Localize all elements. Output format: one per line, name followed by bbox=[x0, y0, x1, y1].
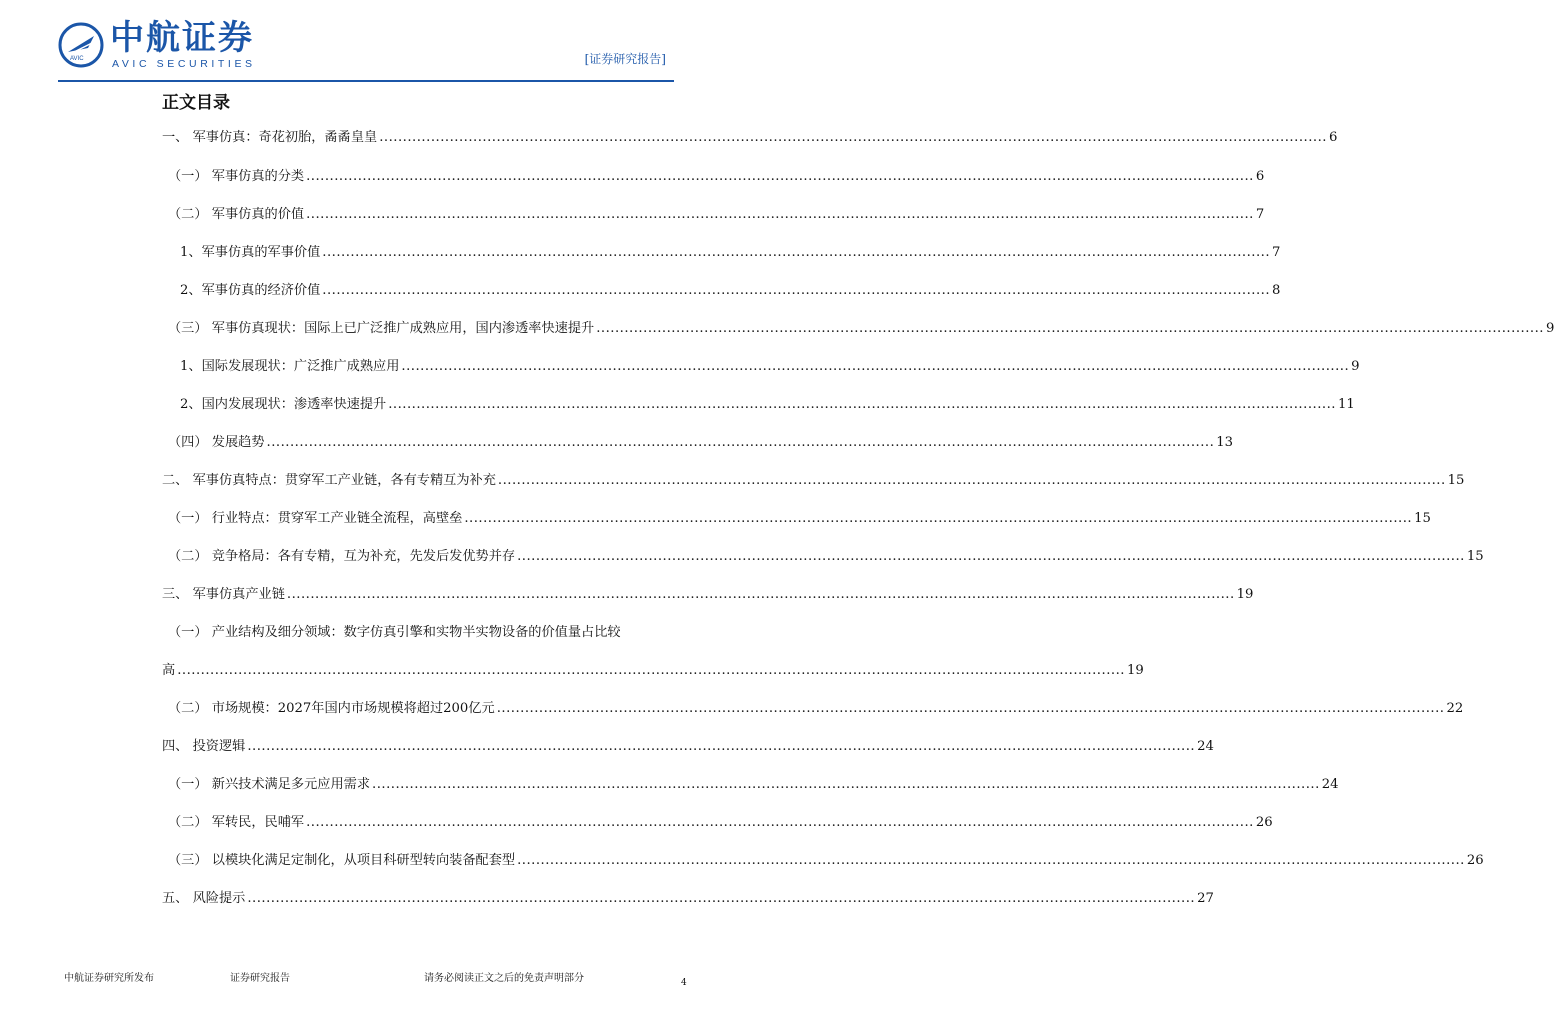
toc-entry-label: （二） 军事仿真的价值 bbox=[168, 207, 305, 222]
toc-leader bbox=[401, 356, 1349, 378]
toc-leader bbox=[322, 280, 1270, 302]
footer-disclaimer: 请务必阅读正文之后的免责声明部分 bbox=[424, 973, 584, 984]
toc-entry-page: 26 bbox=[1255, 815, 1273, 830]
toc-entry[interactable] bbox=[180, 280, 1281, 302]
page-number: 4 bbox=[681, 978, 687, 988]
toc-entry-label: 2、军事仿真的经济价值 bbox=[180, 283, 321, 298]
toc-entry-page: 8 bbox=[1272, 283, 1281, 298]
toc-entry[interactable] bbox=[168, 166, 1265, 188]
toc-entry-label: （二） 市场规模：2027年国内市场规模将超过200亿元 bbox=[168, 701, 495, 716]
toc-entry-label: 五、 风险提示 bbox=[162, 891, 246, 906]
toc-entry-label: （二） 竞争格局：各有专精，互为补充，先发后发优势并存 bbox=[168, 549, 516, 564]
toc-entry-label: 1、军事仿真的军事价值 bbox=[180, 245, 321, 260]
toc-entry-page: 13 bbox=[1216, 435, 1234, 450]
toc-title: 正文目录 bbox=[162, 93, 230, 113]
toc-entry-page: 24 bbox=[1197, 739, 1214, 754]
toc-entry[interactable] bbox=[162, 470, 1465, 492]
toc-entry-page: 6 bbox=[1255, 169, 1265, 184]
toc-entry-page: 19 bbox=[1236, 587, 1254, 602]
toc-entry-label: 三、 军事仿真产业链 bbox=[162, 587, 285, 602]
toc-entry[interactable] bbox=[168, 812, 1273, 834]
toc-entry-page: 15 bbox=[1414, 511, 1431, 526]
toc-entry-page: 15 bbox=[1447, 473, 1465, 488]
toc-entry[interactable] bbox=[180, 394, 1355, 416]
footer-publisher: 中航证券研究所发布 bbox=[64, 973, 154, 984]
toc-entry-label: （二） 军转民，民哺军 bbox=[168, 815, 305, 830]
toc-entry[interactable] bbox=[168, 508, 1431, 530]
toc-entry-page: 9 bbox=[1351, 359, 1360, 374]
toc-leader bbox=[247, 736, 1195, 758]
toc-leader bbox=[596, 318, 1544, 340]
brand-name-en: AVIC SECURITIES bbox=[112, 58, 256, 70]
toc-entry[interactable] bbox=[162, 584, 1254, 606]
page-header bbox=[0, 0, 724, 80]
toc-entry-label: （一） 产业结构及细分领域：数字仿真引擎和实物半实物设备的价值量占比较 bbox=[168, 625, 621, 640]
footer-doc-type: 证券研究报告 bbox=[230, 973, 290, 984]
toc-entry-page: 22 bbox=[1446, 701, 1464, 716]
toc-entry[interactable] bbox=[168, 318, 1554, 340]
toc-entry[interactable] bbox=[162, 660, 1144, 682]
toc-entry[interactable] bbox=[168, 850, 1484, 872]
toc-leader bbox=[517, 546, 1465, 568]
toc-entry-page: 7 bbox=[1255, 207, 1265, 222]
toc-leader bbox=[306, 812, 1254, 834]
avic-logo-icon bbox=[58, 22, 104, 68]
toc-entry[interactable] bbox=[168, 546, 1484, 568]
toc-entry-label: 二、 军事仿真特点：贯穿军工产业链，各有专精互为补充 bbox=[162, 473, 496, 488]
toc-leader bbox=[247, 888, 1195, 910]
toc-entry[interactable] bbox=[168, 432, 1234, 454]
toc-leader bbox=[497, 698, 1445, 720]
header-divider bbox=[58, 80, 674, 82]
toc-leader bbox=[306, 166, 1254, 188]
toc-entry-page: 19 bbox=[1126, 663, 1144, 678]
toc-entry-label: 四、 投资逻辑 bbox=[162, 739, 246, 754]
toc-leader bbox=[267, 432, 1215, 454]
toc-entry[interactable] bbox=[162, 127, 1338, 149]
toc-entry[interactable] bbox=[168, 204, 1265, 226]
toc-entry[interactable] bbox=[180, 356, 1360, 378]
toc-leader bbox=[379, 127, 1327, 149]
toc-leader bbox=[464, 508, 1412, 530]
toc-entry-page: 11 bbox=[1337, 397, 1355, 412]
logo-text: AVIC bbox=[70, 56, 84, 62]
toc-entry-page: 24 bbox=[1321, 777, 1339, 792]
toc-entry-label: （一） 军事仿真的分类 bbox=[168, 169, 305, 184]
toc-entry-label: 一、 军事仿真：奇花初胎，矞矞皇皇 bbox=[162, 130, 378, 145]
page-footer bbox=[0, 972, 724, 992]
toc-entry[interactable] bbox=[168, 622, 665, 644]
toc-leader bbox=[306, 204, 1254, 226]
toc-leader bbox=[517, 850, 1465, 872]
toc-leader bbox=[372, 774, 1320, 796]
toc-entry-label: （三） 以模块化满足定制化，从项目科研型转向装备配套型 bbox=[168, 853, 516, 868]
toc-entry-page: 15 bbox=[1466, 549, 1484, 564]
toc-entry[interactable] bbox=[168, 774, 1339, 796]
toc-entry-label: 2、国内发展现状：渗透率快速提升 bbox=[180, 397, 387, 412]
toc-entry-label: （四） 发展趋势 bbox=[168, 435, 265, 450]
toc-entry[interactable] bbox=[162, 736, 1214, 758]
toc-entry-page: 6 bbox=[1328, 130, 1338, 145]
toc-leader bbox=[498, 470, 1446, 492]
toc-entry-label: （三） 军事仿真现状：国际上已广泛推广成熟应用，国内渗透率快速提升 bbox=[168, 321, 595, 336]
toc-entry[interactable] bbox=[180, 242, 1281, 264]
report-type-tag: [证券研究报告] bbox=[584, 52, 666, 66]
toc-entry[interactable] bbox=[162, 888, 1214, 910]
toc-leader bbox=[322, 242, 1270, 264]
toc-entry-page: 7 bbox=[1272, 245, 1281, 260]
toc-leader bbox=[177, 660, 1125, 682]
toc-entry-page: 26 bbox=[1466, 853, 1484, 868]
toc-leader bbox=[388, 394, 1336, 416]
toc-entry-label: （一） 行业特点：贯穿军工产业链全流程，高壁垒 bbox=[168, 511, 463, 526]
toc-leader bbox=[287, 584, 1235, 606]
toc-entry-page: 9 bbox=[1545, 321, 1554, 336]
toc-entry-page: 27 bbox=[1197, 891, 1214, 906]
brand-name-cn: 中航证券 bbox=[110, 18, 254, 58]
toc-entry-label: 1、国际发展现状：广泛推广成熟应用 bbox=[180, 359, 400, 374]
toc-entry-label: 高 bbox=[162, 663, 176, 678]
toc-entry-label: （一） 新兴技术满足多元应用需求 bbox=[168, 777, 371, 792]
toc-entry[interactable] bbox=[168, 698, 1464, 720]
